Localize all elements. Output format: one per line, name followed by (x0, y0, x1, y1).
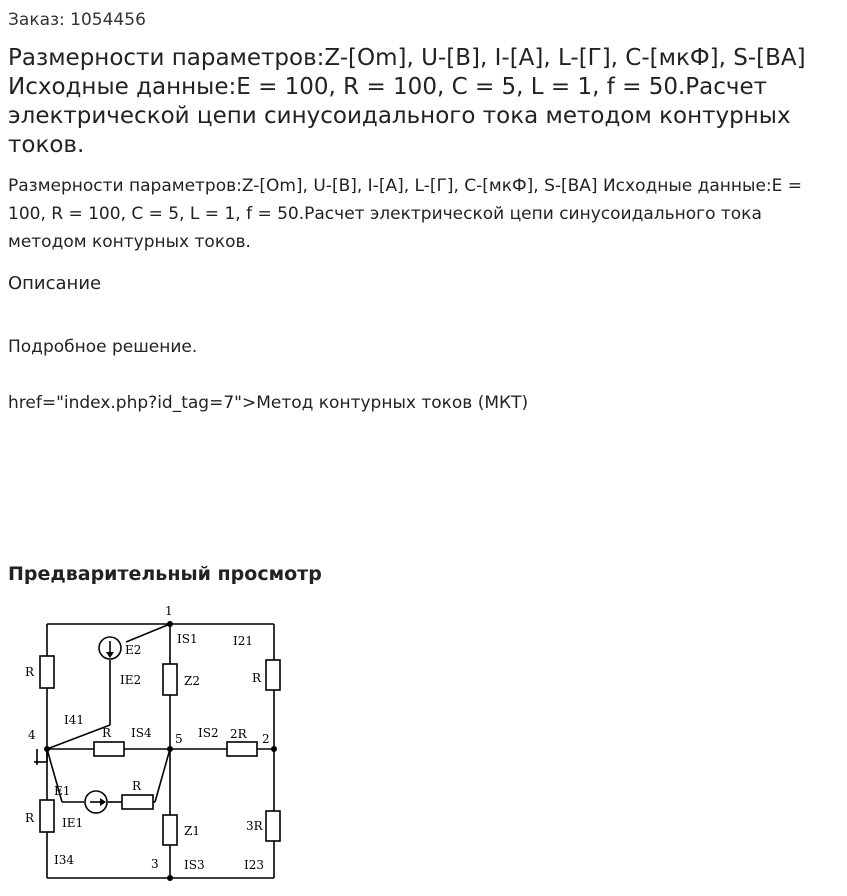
svg-text:R: R (25, 811, 35, 825)
svg-text:IS4: IS4 (131, 726, 152, 740)
circuit-diagram (22, 602, 292, 887)
svg-text:3: 3 (151, 857, 159, 871)
svg-text:E2: E2 (125, 643, 142, 657)
svg-text:5: 5 (175, 732, 183, 746)
description-heading: Описание (8, 273, 102, 294)
svg-text:3R: 3R (246, 819, 263, 833)
svg-text:2: 2 (262, 732, 270, 746)
svg-text:IS2: IS2 (198, 726, 219, 740)
svg-text:Z1: Z1 (184, 824, 200, 838)
svg-text:I34: I34 (54, 853, 75, 867)
description-paragraph: href="index.php?id_tag=7">Метод контурных токов (МКТ) (8, 393, 529, 413)
page-title: Размерности параметров:Z-[Om], U-[B], I-[A], L-[Г], C-[мкФ], S-[BA] Исходные данные:E = 100, R = 100, C = 5, L = 1, f = 50.Расчет электрической цепи синусоидального тока методом контурных токов. (8, 45, 806, 158)
order-number: Заказ: 1054456 (8, 10, 146, 30)
svg-text:IE1: IE1 (62, 816, 84, 830)
svg-text:R: R (102, 726, 112, 740)
svg-text:4: 4 (28, 728, 36, 742)
svg-text:R: R (132, 779, 142, 793)
circuit-preview-image (22, 602, 292, 891)
svg-text:Z2: Z2 (184, 674, 200, 688)
svg-text:I23: I23 (244, 858, 265, 872)
short-description: Размерности параметров:Z-[Om], U-[B], I-[A], L-[Г], C-[мкФ], S-[BA] Исходные данные:E = 100, R = 100, C = 5, L = 1, f = 50.Расчет электрической цепи синусоидального тока методом контурных токов. (8, 176, 803, 252)
svg-text:E1: E1 (54, 784, 71, 798)
svg-text:I41: I41 (64, 713, 85, 727)
description-paragraph: Подробное решение. (8, 337, 198, 357)
svg-text:R: R (25, 665, 35, 679)
svg-text:I21: I21 (233, 634, 254, 648)
svg-text:1: 1 (165, 604, 173, 618)
svg-text:IS1: IS1 (177, 632, 198, 646)
svg-text:IE2: IE2 (120, 673, 142, 687)
svg-text:IS3: IS3 (184, 858, 205, 872)
svg-text:2R: 2R (230, 727, 247, 741)
preview-heading: Предварительный просмотр (8, 563, 322, 585)
svg-text:R: R (252, 671, 262, 685)
